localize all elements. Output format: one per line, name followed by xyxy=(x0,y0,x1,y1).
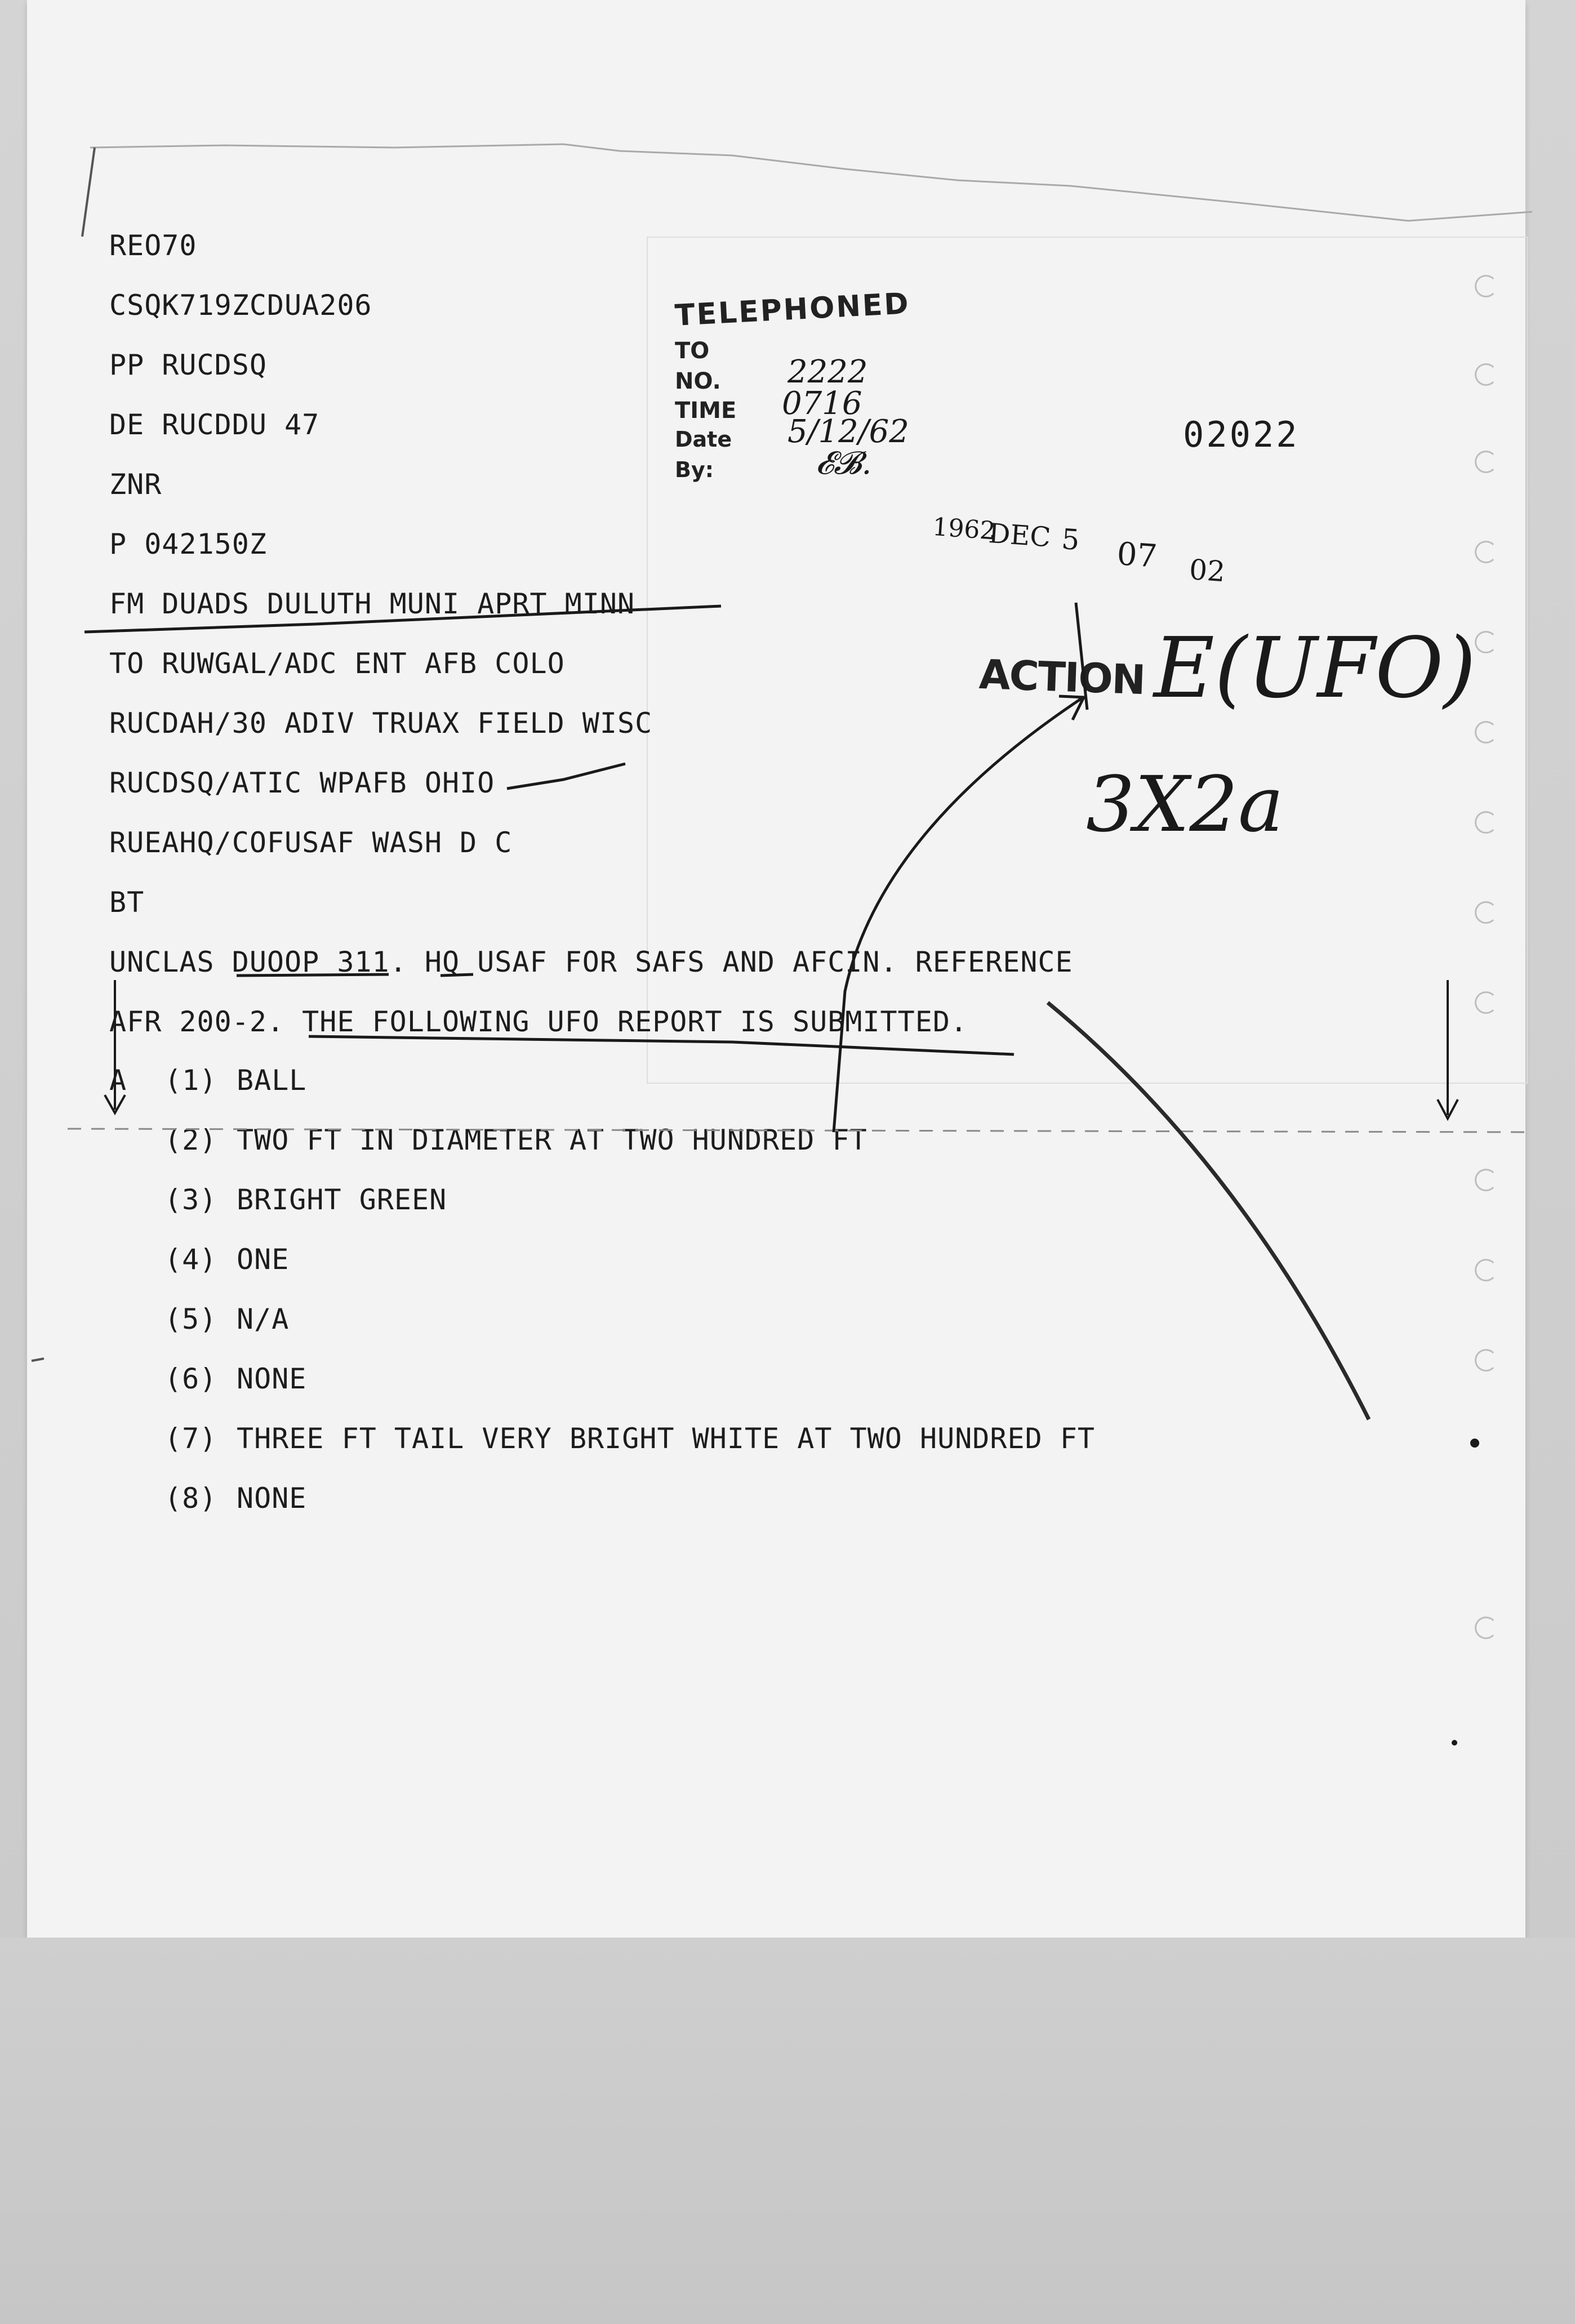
section-letter: A xyxy=(109,1064,127,1097)
to-line-atic: RUCDSQ/ATIC WPAFB OHIO xyxy=(109,767,495,799)
action-stamp: ACTION xyxy=(978,650,1146,704)
action-arrow-tick xyxy=(1076,603,1087,710)
report-item-3-text: BRIGHT GREEN xyxy=(237,1183,447,1216)
diagonal-pencil-stroke xyxy=(1048,1003,1369,1419)
report-item-8-number: (8) xyxy=(164,1482,217,1515)
received-month: DEC xyxy=(987,517,1052,554)
submitted-underline xyxy=(309,1036,1014,1054)
body-line-reference: UNCLAS DUOOP 311. HQ USAF FOR SAFS AND AFCIN. REFERENCE xyxy=(109,946,1073,978)
telephoned-value-date: 5/12/62 xyxy=(788,413,909,450)
left-tick-mark xyxy=(32,1359,44,1361)
header-line-channel: CSQK719ZCDUA206 xyxy=(109,289,372,322)
telephoned-value-no: 2222 xyxy=(788,354,868,390)
header-line-precedence: PP RUCDSQ xyxy=(109,349,267,381)
body-line-submitted: AFR 200-2. THE FOLLOWING UFO REPORT IS SUBMITTED. xyxy=(109,1005,968,1038)
right-margin-arrow xyxy=(1438,980,1458,1119)
routing-mark-ufo: E(UFO) xyxy=(1154,620,1476,716)
report-item-3-number: (3) xyxy=(164,1183,217,1216)
report-item-1-text: BALL xyxy=(237,1064,307,1097)
action-arrow xyxy=(834,696,1084,1132)
to-line-adc: TO RUWGAL/ADC ENT AFB COLO xyxy=(109,647,565,680)
header-line-datetime-group: P 042150Z xyxy=(109,528,267,560)
telephoned-label-no: NO. xyxy=(675,368,721,394)
telephoned-value-initials: 𝓔𝓑. xyxy=(816,445,872,482)
telephoned-value-time: 0716 xyxy=(782,385,862,422)
report-item-2-number: (2) xyxy=(164,1124,217,1156)
document-number: 02022 xyxy=(1183,414,1300,455)
report-item-7-text: THREE FT TAIL VERY BRIGHT WHITE AT TWO HUNDRED FT xyxy=(237,1422,1096,1455)
report-item-5-text: N/A xyxy=(237,1303,290,1335)
received-year: 1962 xyxy=(931,512,997,546)
telephoned-stamp-title: TELEPHONED xyxy=(674,287,911,333)
break-line: BT xyxy=(109,886,145,919)
ink-dot xyxy=(1452,1740,1457,1746)
from-line-underline xyxy=(84,606,721,632)
left-margin-arrow xyxy=(105,980,125,1113)
to-line-cofusaf: RUEAHQ/COFUSAF WASH D C xyxy=(109,826,513,859)
report-item-5-number: (5) xyxy=(164,1303,217,1335)
received-minute: 02 xyxy=(1188,553,1226,589)
report-item-6-number: (6) xyxy=(164,1363,217,1395)
file-code: 3X2a xyxy=(1086,760,1284,849)
report-item-1-number: (1) xyxy=(164,1064,217,1097)
report-item-6-text: NONE xyxy=(237,1363,307,1395)
telephoned-label-time: TIME xyxy=(675,398,737,424)
ink-dot xyxy=(1470,1439,1479,1448)
telephoned-label-by: By: xyxy=(675,457,714,482)
report-item-4-number: (4) xyxy=(164,1243,217,1276)
telephoned-label-to: TO xyxy=(675,338,710,364)
report-item-7-number: (7) xyxy=(164,1422,217,1455)
fold-line xyxy=(68,1129,1532,1132)
duoop-underline xyxy=(237,974,389,976)
left-edge-mark xyxy=(82,148,95,237)
report-item-2-text: TWO FT IN DIAMETER AT TWO HUNDRED FT xyxy=(237,1124,867,1156)
torn-paper-edge xyxy=(90,144,1532,221)
header-line-routing-id: REO70 xyxy=(109,229,197,262)
report-item-8-text: NONE xyxy=(237,1482,307,1515)
header-line-originator: DE RUCDDU 47 xyxy=(109,408,320,441)
from-line: FM DUADS DULUTH MUNI APRT MINN xyxy=(109,587,635,620)
header-line-znr: ZNR xyxy=(109,468,162,501)
telephoned-label-date: Date xyxy=(675,427,732,452)
report-item-4-text: ONE xyxy=(237,1243,290,1276)
to-line-30-adiv: RUCDAH/30 ADIV TRUAX FIELD WISC xyxy=(109,707,653,740)
received-day: 5 xyxy=(1060,523,1081,557)
received-hour: 07 xyxy=(1115,535,1159,575)
wpafb-pen-stroke xyxy=(507,764,625,789)
hq-underline xyxy=(441,974,473,976)
